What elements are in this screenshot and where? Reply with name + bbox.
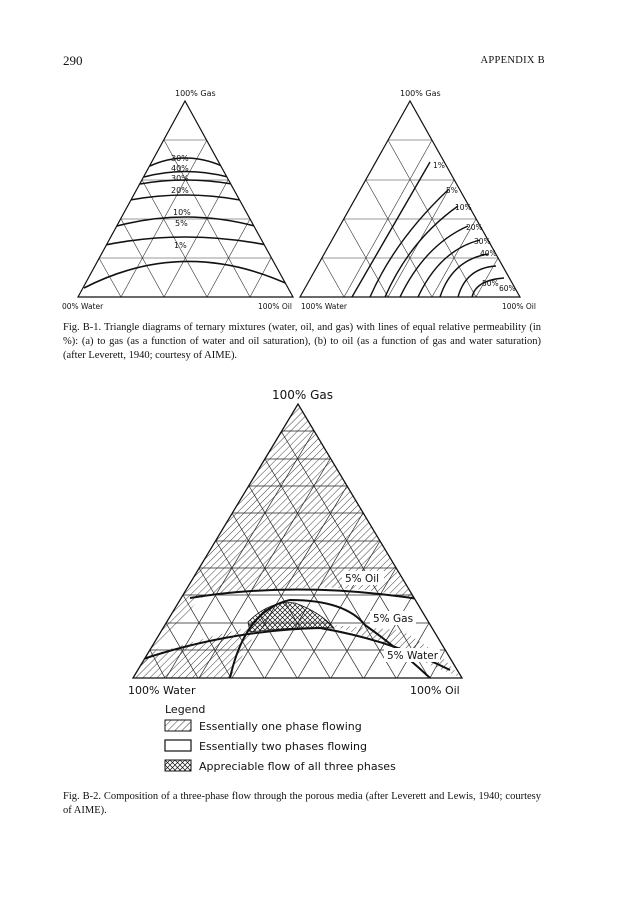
fig2-diagram [128, 388, 462, 697]
fig1-right-curve-label: 1% [433, 161, 445, 170]
fig1-right-oil-label: 100% Oil [502, 302, 536, 311]
fig1-left-oil-label: 100% Oil [258, 302, 292, 311]
legend-item-label: Essentially one phase flowing [199, 720, 362, 733]
fig1-caption: Fig. B-1. Triangle diagrams of ternary mixtures (water, oil, and gas) with lines of equal relative permeability (in %): (a) to gas (as a function of water and oil saturation), (b) to oil (as a function of gas and water saturation) (after Leverett, 1940; courtesy of AIME). [63, 322, 541, 361]
running-head: APPENDIX B [480, 55, 545, 66]
fig1-left-apex-label: 100% Gas [175, 89, 216, 98]
fig1-left-curve-label: 1% [174, 241, 187, 250]
fig2-water-label: 100% Water [128, 684, 196, 697]
fig2-gas-curve-label: 5% Gas [373, 613, 414, 625]
legend-item-label: Appreciable flow of all three phases [199, 760, 396, 773]
legend-swatch-hatch [165, 720, 191, 731]
fig1-right-diagram [300, 89, 536, 311]
fig2-legend [165, 703, 396, 773]
fig1-left-curve-label: 40% [171, 164, 189, 173]
page-number: 290 [63, 53, 83, 68]
fig1-right-water-label: 100% Water [301, 302, 347, 311]
fig2-oil-curve-label: 5% Oil [345, 573, 380, 585]
legend-title: Legend [165, 703, 206, 716]
fig2-caption: Fig. B-2. Composition of a three-phase flow through the porous media (after Leverett and Lewis, 1940; courtesy of AIME). [63, 791, 541, 816]
fig1-right-grid [322, 140, 498, 297]
fig1-right-apex-label: 100% Gas [400, 89, 441, 98]
fig1-left-curve-label: 30% [171, 154, 189, 163]
legend-swatch-blank [165, 740, 191, 751]
legend-swatch-crosshatch [165, 760, 191, 771]
fig2-oil-label: 100% Oil [410, 684, 460, 697]
fig1-right-curve-label: 10% [455, 203, 472, 212]
fig1-left-curve-label: 10% [173, 208, 191, 217]
fig1-right-curve-label: 60% [499, 284, 516, 293]
legend-item-label: Essentially two phases flowing [199, 740, 368, 753]
fig1-right-curve-label: 50% [482, 279, 499, 288]
fig1-right-curve-label: 5% [446, 186, 458, 195]
fig1-left-curve-label: 20% [171, 186, 189, 195]
fig1-left-curve-label: 30% [171, 174, 189, 183]
fig1-right-curve-label: 40% [480, 249, 497, 258]
fig1-left-curve-label: 5% [175, 219, 188, 228]
fig1-left-diagram [62, 89, 293, 311]
fig1-right-curve-label: 20% [466, 223, 483, 232]
fig1-right-curve-label: 30% [474, 237, 491, 246]
fig2-water-curve-label: 5% Water [387, 650, 439, 662]
fig1-left-water-label: 00% Water [62, 302, 104, 311]
fig2-apex-label: 100% Gas [272, 388, 334, 402]
